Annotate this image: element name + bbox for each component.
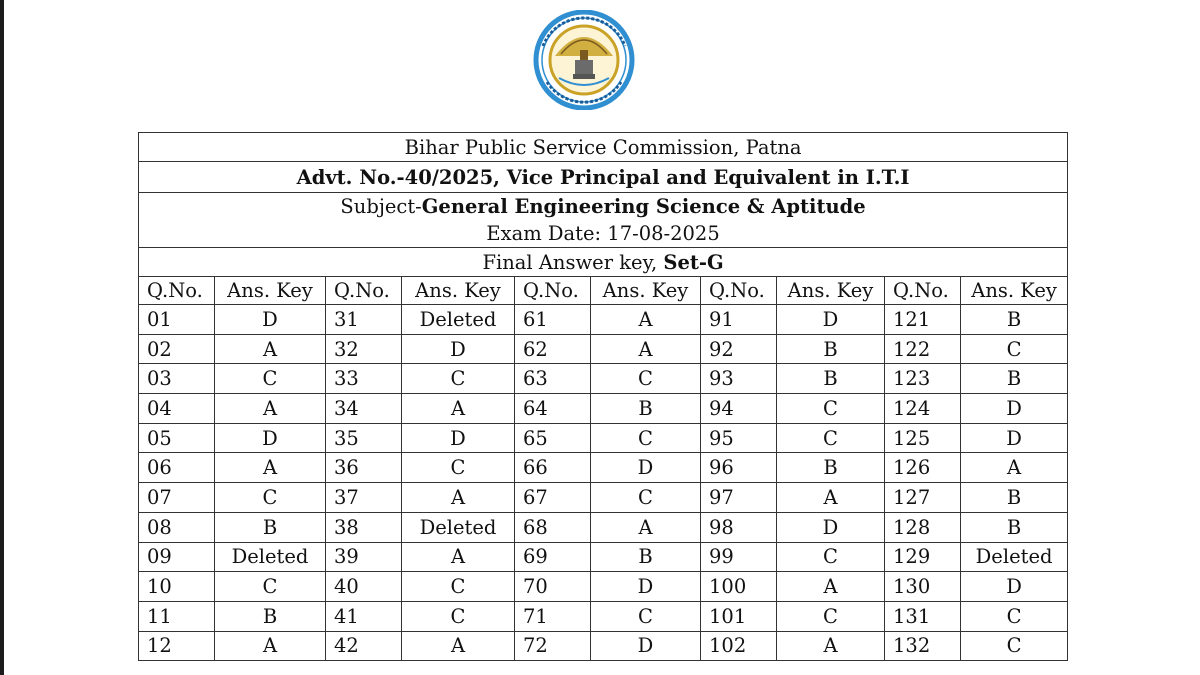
header-title-row	[139, 133, 1068, 162]
answer-key-cell: C	[961, 334, 1068, 364]
question-number-cell: 72	[515, 631, 591, 661]
answer-key-table	[138, 132, 1068, 661]
question-number-cell: 38	[326, 512, 402, 542]
answer-key-cell: A	[591, 334, 701, 364]
question-number-cell: 09	[139, 542, 215, 572]
answer-key-cell: D	[591, 631, 701, 661]
question-number-cell: 11	[139, 601, 215, 631]
answer-key-cell: B	[961, 364, 1068, 394]
column-header-anskey: Ans. Key	[215, 277, 326, 305]
answer-key-cell: C	[777, 601, 885, 631]
question-number-cell: 34	[326, 394, 402, 424]
question-number-cell: 94	[701, 394, 777, 424]
column-header-qno: Q.No.	[326, 277, 402, 305]
question-number-cell: 61	[515, 305, 591, 335]
question-number-cell: 36	[326, 453, 402, 483]
column-header-qno: Q.No.	[701, 277, 777, 305]
answer-key-cell: A	[215, 334, 326, 364]
answer-key-cell: A	[591, 512, 701, 542]
answer-key-cell: A	[777, 483, 885, 513]
answer-key-cell: A	[402, 631, 515, 661]
question-number-cell: 127	[885, 483, 961, 513]
answer-key-cell: B	[591, 542, 701, 572]
question-number-cell: 122	[885, 334, 961, 364]
table-row	[139, 483, 1068, 513]
answer-key-cell: D	[777, 305, 885, 335]
bpsc-emblem-seal-icon	[525, 10, 643, 110]
answer-key-cell: C	[402, 601, 515, 631]
question-number-cell: 128	[885, 512, 961, 542]
answer-key-cell: C	[591, 601, 701, 631]
question-number-cell: 124	[885, 394, 961, 424]
table-row	[139, 305, 1068, 335]
answer-key-cell: C	[591, 364, 701, 394]
question-number-cell: 07	[139, 483, 215, 513]
column-header-anskey: Ans. Key	[777, 277, 885, 305]
question-number-cell: 02	[139, 334, 215, 364]
question-number-cell: 96	[701, 453, 777, 483]
answer-key-cell: D	[215, 423, 326, 453]
answer-key-cell: B	[961, 483, 1068, 513]
answer-key-cell: C	[215, 572, 326, 602]
question-number-cell: 40	[326, 572, 402, 602]
column-header-qno: Q.No.	[139, 277, 215, 305]
answer-key-cell: B	[777, 453, 885, 483]
table-row	[139, 601, 1068, 631]
table-row	[139, 423, 1068, 453]
answer-key-cell: Deleted	[961, 542, 1068, 572]
question-number-cell: 70	[515, 572, 591, 602]
answer-key-cell: C	[777, 423, 885, 453]
answer-key-cell: B	[591, 394, 701, 424]
question-number-cell: 12	[139, 631, 215, 661]
question-number-cell: 33	[326, 364, 402, 394]
answer-key-cell: D	[961, 394, 1068, 424]
answer-key-cell: C	[591, 423, 701, 453]
question-number-cell: 32	[326, 334, 402, 364]
table-row	[139, 364, 1068, 394]
answer-key-cell: C	[215, 364, 326, 394]
question-number-cell: 100	[701, 572, 777, 602]
subject-prefix: Subject-	[340, 195, 422, 218]
answer-key-cell: C	[961, 631, 1068, 661]
answer-key-cell: C	[777, 394, 885, 424]
question-number-cell: 37	[326, 483, 402, 513]
answer-key-cell: C	[961, 601, 1068, 631]
header-subject-row	[139, 193, 1068, 248]
answer-key-cell: C	[777, 542, 885, 572]
question-number-cell: 69	[515, 542, 591, 572]
question-number-cell: 99	[701, 542, 777, 572]
answer-key-cell: A	[961, 453, 1068, 483]
column-header-anskey: Ans. Key	[402, 277, 515, 305]
question-number-cell: 125	[885, 423, 961, 453]
answer-key-cell: Deleted	[402, 305, 515, 335]
answer-key-cell: B	[961, 512, 1068, 542]
answer-key-cell: A	[777, 631, 885, 661]
answer-key-cell: A	[591, 305, 701, 335]
question-number-cell: 39	[326, 542, 402, 572]
question-number-cell: 62	[515, 334, 591, 364]
answer-key-cell: A	[215, 394, 326, 424]
column-header-anskey: Ans. Key	[961, 277, 1068, 305]
question-number-cell: 01	[139, 305, 215, 335]
question-number-cell: 31	[326, 305, 402, 335]
question-number-cell: 66	[515, 453, 591, 483]
answer-key-cell: A	[777, 572, 885, 602]
column-header-anskey: Ans. Key	[591, 277, 701, 305]
table-row	[139, 512, 1068, 542]
subject-name: General Engineering Science & Aptitude	[421, 195, 866, 218]
answer-key-cell: A	[402, 394, 515, 424]
answer-key-cell: D	[402, 334, 515, 364]
question-number-cell: 67	[515, 483, 591, 513]
answer-key-cell: B	[777, 364, 885, 394]
question-number-cell: 98	[701, 512, 777, 542]
question-number-cell: 121	[885, 305, 961, 335]
answer-key-cell: C	[402, 453, 515, 483]
answer-key-cell: D	[402, 423, 515, 453]
question-number-cell: 05	[139, 423, 215, 453]
answer-key-cell: D	[961, 423, 1068, 453]
answer-key-cell: B	[961, 305, 1068, 335]
question-number-cell: 04	[139, 394, 215, 424]
question-number-cell: 132	[885, 631, 961, 661]
question-number-cell: 129	[885, 542, 961, 572]
header-advt-row	[139, 162, 1068, 193]
answer-key-cell: C	[591, 483, 701, 513]
question-number-cell: 91	[701, 305, 777, 335]
answer-key-cell: Deleted	[215, 542, 326, 572]
subject-and-date	[139, 193, 1068, 248]
answer-key-cell: B	[215, 601, 326, 631]
question-number-cell: 06	[139, 453, 215, 483]
question-number-cell: 64	[515, 394, 591, 424]
answer-key-cell: A	[215, 631, 326, 661]
answer-key-cell: C	[215, 483, 326, 513]
table-row	[139, 542, 1068, 572]
answer-rows	[139, 305, 1068, 661]
question-number-cell: 41	[326, 601, 402, 631]
question-number-cell: 10	[139, 572, 215, 602]
advertisement-title: Advt. No.-40/2025, Vice Principal and Equivalent in I.T.I	[139, 162, 1068, 193]
question-number-cell: 35	[326, 423, 402, 453]
question-number-cell: 126	[885, 453, 961, 483]
question-number-cell: 42	[326, 631, 402, 661]
table-row	[139, 394, 1068, 424]
question-number-cell: 71	[515, 601, 591, 631]
table-row	[139, 572, 1068, 602]
question-number-cell: 101	[701, 601, 777, 631]
answer-key-cell: B	[777, 334, 885, 364]
question-number-cell: 95	[701, 423, 777, 453]
answer-key-cell: B	[215, 512, 326, 542]
question-number-cell: 03	[139, 364, 215, 394]
answer-key-cell: D	[215, 305, 326, 335]
question-number-cell: 93	[701, 364, 777, 394]
answer-key-cell: A	[402, 483, 515, 513]
question-number-cell: 130	[885, 572, 961, 602]
answer-key-cell: A	[215, 453, 326, 483]
column-header-qno: Q.No.	[515, 277, 591, 305]
exam-date: Exam Date: 17-08-2025	[486, 222, 720, 245]
question-number-cell: 08	[139, 512, 215, 542]
header-final-row	[139, 248, 1068, 277]
question-number-cell: 102	[701, 631, 777, 661]
question-number-cell: 65	[515, 423, 591, 453]
answer-key-cell: C	[402, 572, 515, 602]
question-number-cell: 68	[515, 512, 591, 542]
commission-title: Bihar Public Service Commission, Patna	[139, 133, 1068, 162]
question-number-cell: 92	[701, 334, 777, 364]
answer-key-cell: D	[591, 572, 701, 602]
answer-key-cell: D	[961, 572, 1068, 602]
final-answer-key-label	[139, 248, 1068, 277]
table-row	[139, 631, 1068, 661]
answer-key-cell: A	[402, 542, 515, 572]
final-prefix: Final Answer key,	[482, 250, 664, 274]
answer-key-cell: C	[402, 364, 515, 394]
table-row	[139, 453, 1068, 483]
set-label: Set-G	[663, 250, 724, 274]
window-left-edge	[0, 0, 4, 675]
question-number-cell: 63	[515, 364, 591, 394]
answer-key-cell: Deleted	[402, 512, 515, 542]
table-row	[139, 334, 1068, 364]
answer-key-cell: D	[591, 453, 701, 483]
column-header-qno: Q.No.	[885, 277, 961, 305]
question-number-cell: 131	[885, 601, 961, 631]
question-number-cell: 123	[885, 364, 961, 394]
column-header-row	[139, 277, 1068, 305]
question-number-cell: 97	[701, 483, 777, 513]
answer-key-cell: D	[777, 512, 885, 542]
